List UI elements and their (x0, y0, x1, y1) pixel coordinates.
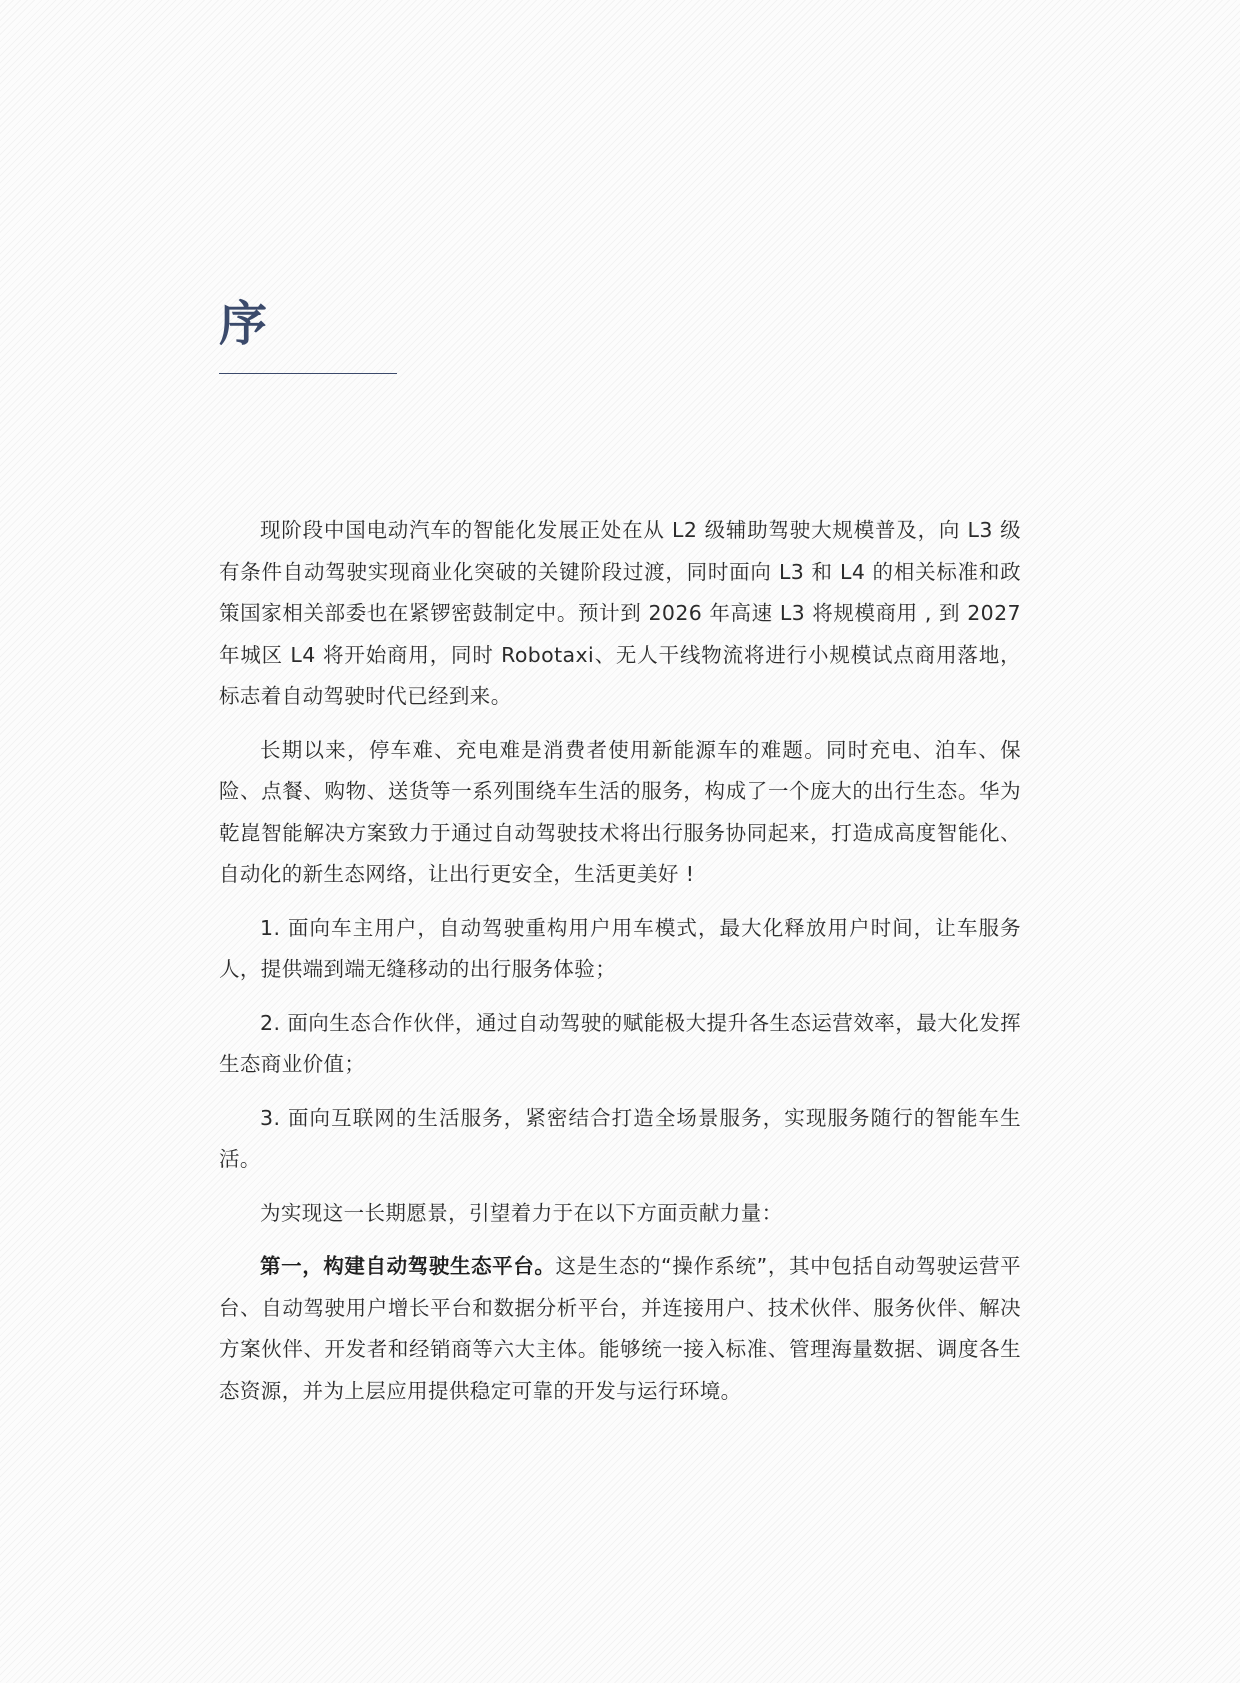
paragraph-7-lead: 第一，构建自动驾驶生态平台。 (260, 1254, 556, 1278)
paragraph-5: 3. 面向互联网的生活服务，紧密结合打造全场景服务，实现服务随行的智能车生活。 (219, 1105, 1021, 1171)
paragraph-2: 长期以来，停车难、充电难是消费者使用新能源车的难题。同时充电、泊车、保险、点餐、购物、送货等一系列围绕车生活的服务，构成了一个庞大的出行生态。华为乾崑智能解决方案致力于通过自动驾驶技术将出行服务协同起来，打造成高度智能化、自动化的新生态网络，让出行更安全，生活更美好 ! (219, 737, 1021, 886)
paragraph-3: 1. 面向车主用户，自动驾驶重构用户用车模式，最大化释放用户时间，让车服务人，提供端到端无缝移动的出行服务体验； (219, 915, 1021, 981)
paragraph-7 (219, 1246, 1021, 1412)
paragraph-4: 2. 面向生态合作伙伴，通过自动驾驶的赋能极大提升各生态运营效率，最大化发挥生态商业价值； (219, 1010, 1021, 1076)
body-text (219, 510, 1021, 1424)
paragraph-1: 现阶段中国电动汽车的智能化发展正处在从 L2 级辅助驾驶大规模普及，向 L3 级有条件自动驾驶实现商业化突破的关键阶段过渡，同时面向 L3 和 L4 的相关标准和政策国家相关部委也在紧锣密鼓制定中。预计到 2026 年高速 L3 将规模商用 , 到 2027 年城区 L4 将开始商用，同时 Robotaxi、无人干线物流将进行小规模试点商用落地，标志着自动驾驶时代已经到来。 (219, 518, 1021, 708)
page-title: 序 (219, 296, 268, 352)
title-underline (219, 373, 397, 374)
paragraph-6: 为实现这一长期愿景，引望着力于在以下方面贡献力量： (260, 1200, 783, 1225)
paragraph-7-text: 这是生态的“操作系统”，其中包括自动驾驶运营平台、自动驾驶用户增长平台和数据分析平台，并连接用户、技术伙伴、服务伙伴、解决方案伙伴、开发者和经销商等六大主体。能够统一接入标准、管理海量数据、调度各生态资源，并为上层应用提供稳定可靠的开发与运行环境。 (219, 1254, 1021, 1403)
